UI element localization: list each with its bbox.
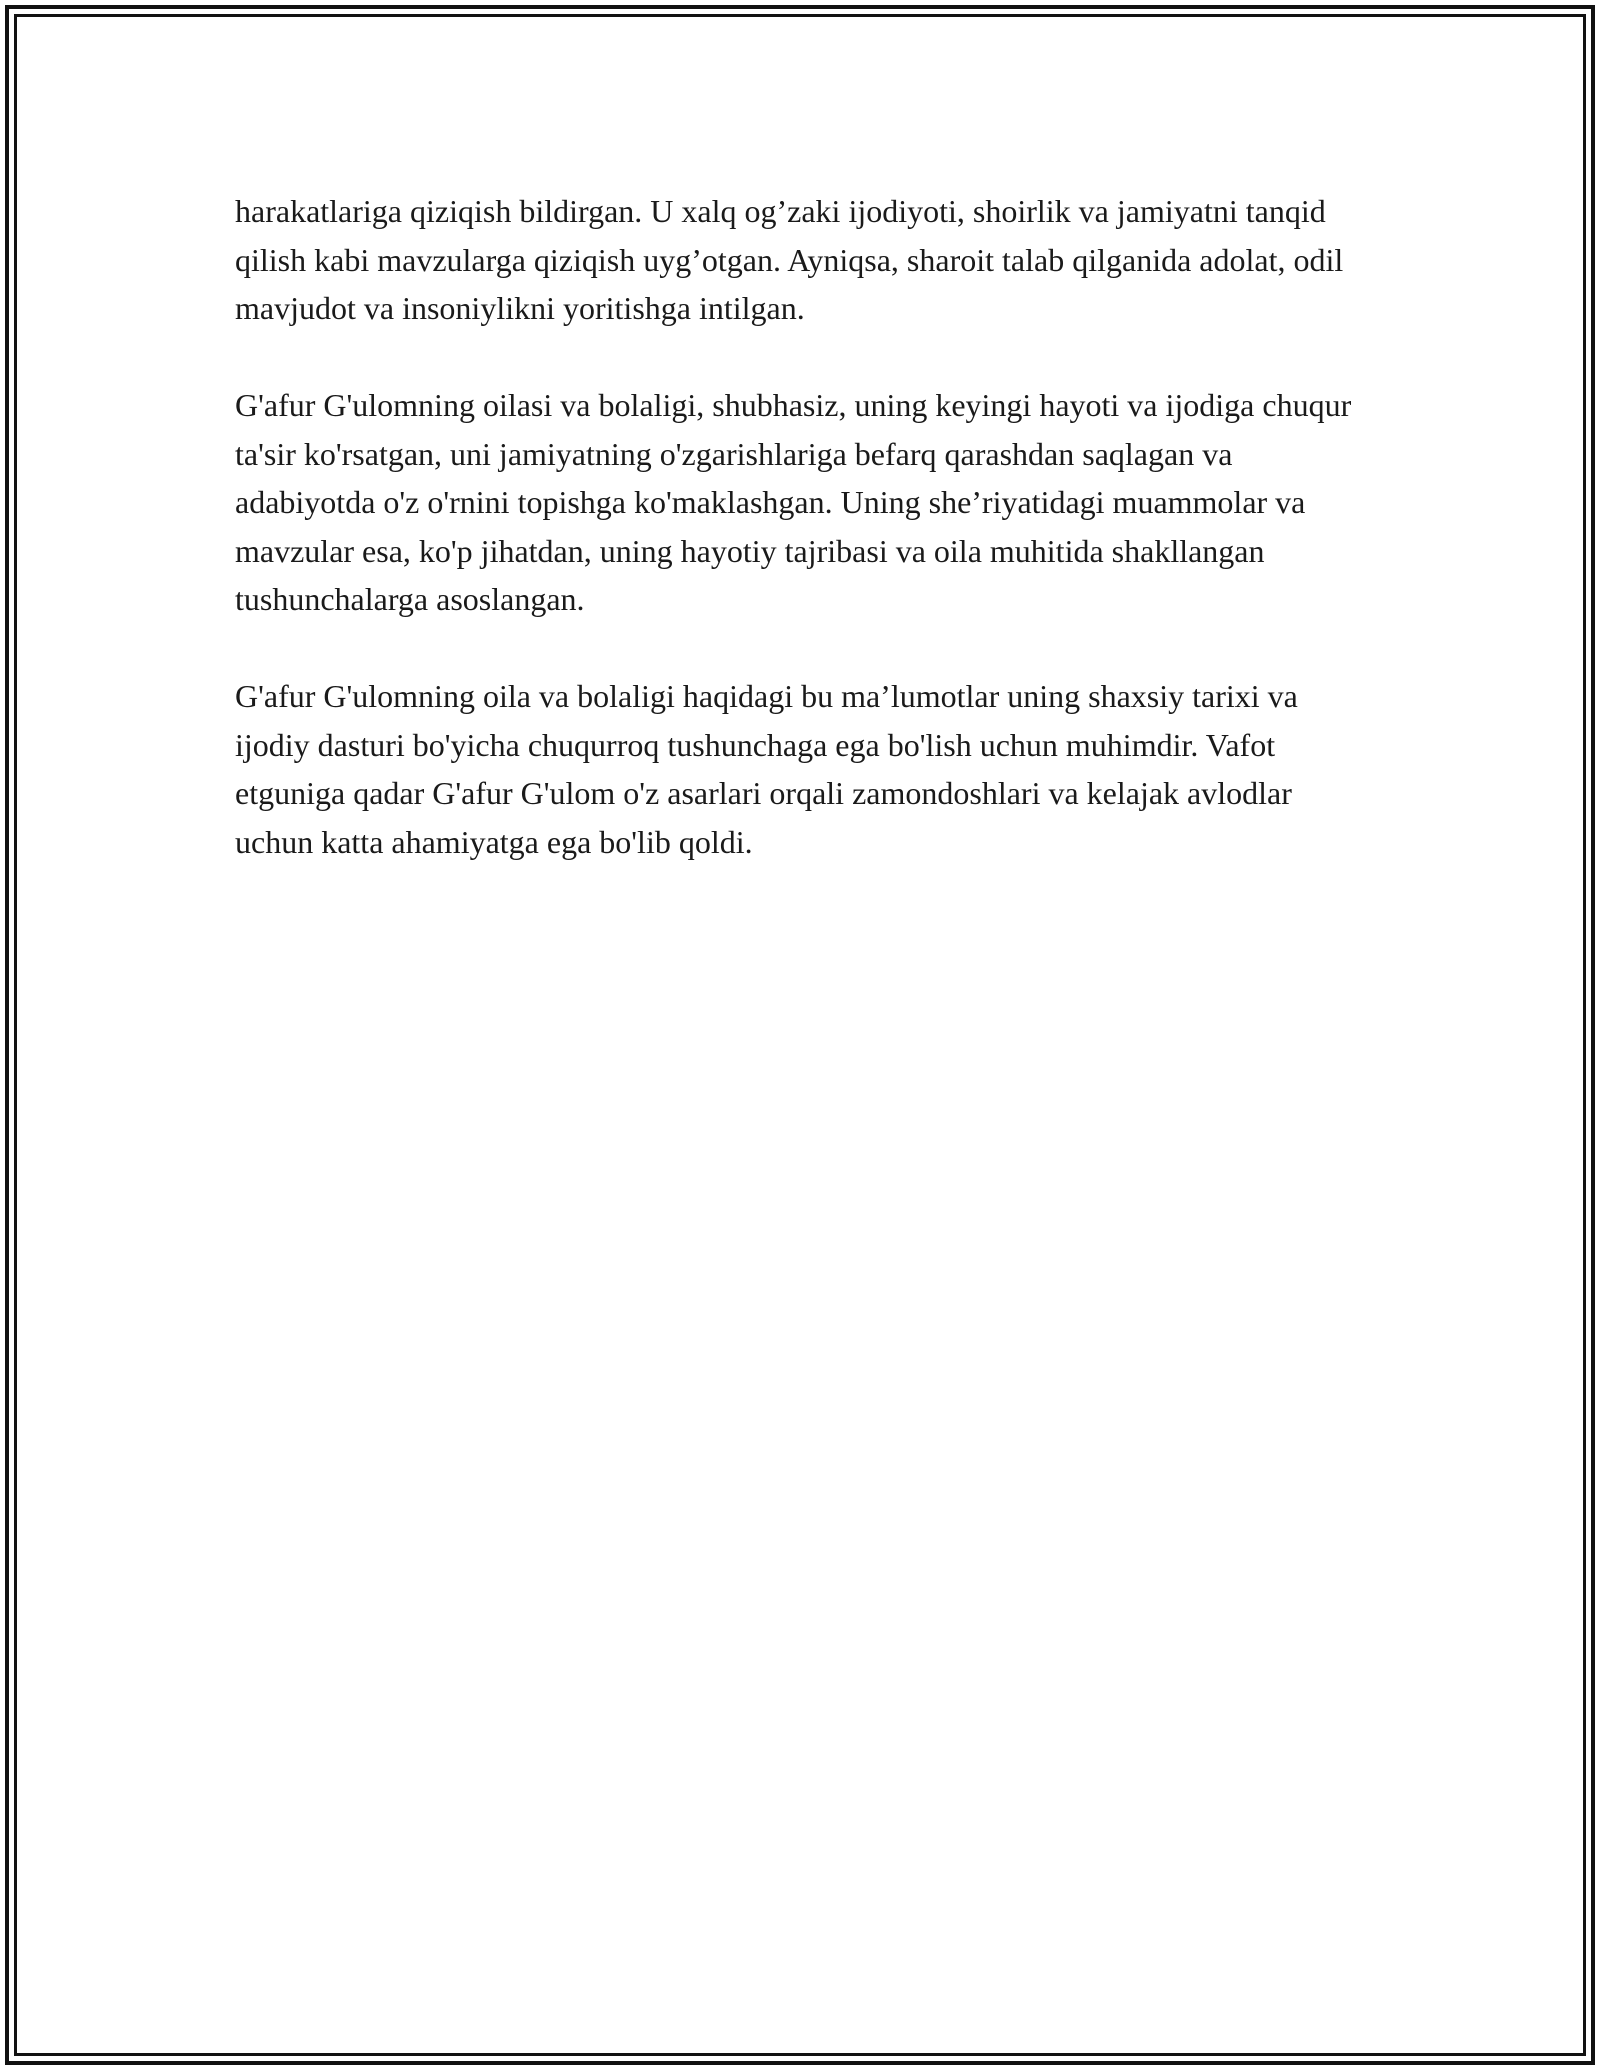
- paragraph-3: G'afur G'ulomning oila va bolaligi haqidagi bu ma’lumotlar uning shaxsiy tarixi va ijodiy dasturi bo'yicha chuqurroq tushunchaga ega bo'lish uchun muhimdir. Vafot etguniga qadar G'afur G'ulom o'z asarlari orqali zamondoshlari va kelajak avlodlar uchun katta ahamiyatga ega bo'lib qoldi.: [235, 678, 1298, 860]
- document-body: [235, 187, 1375, 915]
- paragraph-1: harakatlariga qiziqish bildirgan. U xalq og’zaki ijodiyoti, shoirlik va jamiyatni tanqid qilish kabi mavzularga qiziqish uyg’otgan. Ayniqsa, sharoit talab qilganida adolat, odil mavjudot va insoniylikni yoritishga intilgan.: [235, 193, 1344, 326]
- paragraph-2: G'afur G'ulomning oilasi va bolaligi, shubhasiz, uning keyingi hayoti va ijodiga chuqur ta'sir ko'rsatgan, uni jamiyatning o'zgarishlariga befarq qarashdan saqlagan va adabiyotda o'z o'rnini topishga ko'maklashgan. Uning she’riyatidagi muammolar va mavzular esa, ko'p jihatdan, uning hayotiy tajribasi va oila muhitida shakllangan tushunchalarga asoslangan.: [235, 387, 1352, 617]
